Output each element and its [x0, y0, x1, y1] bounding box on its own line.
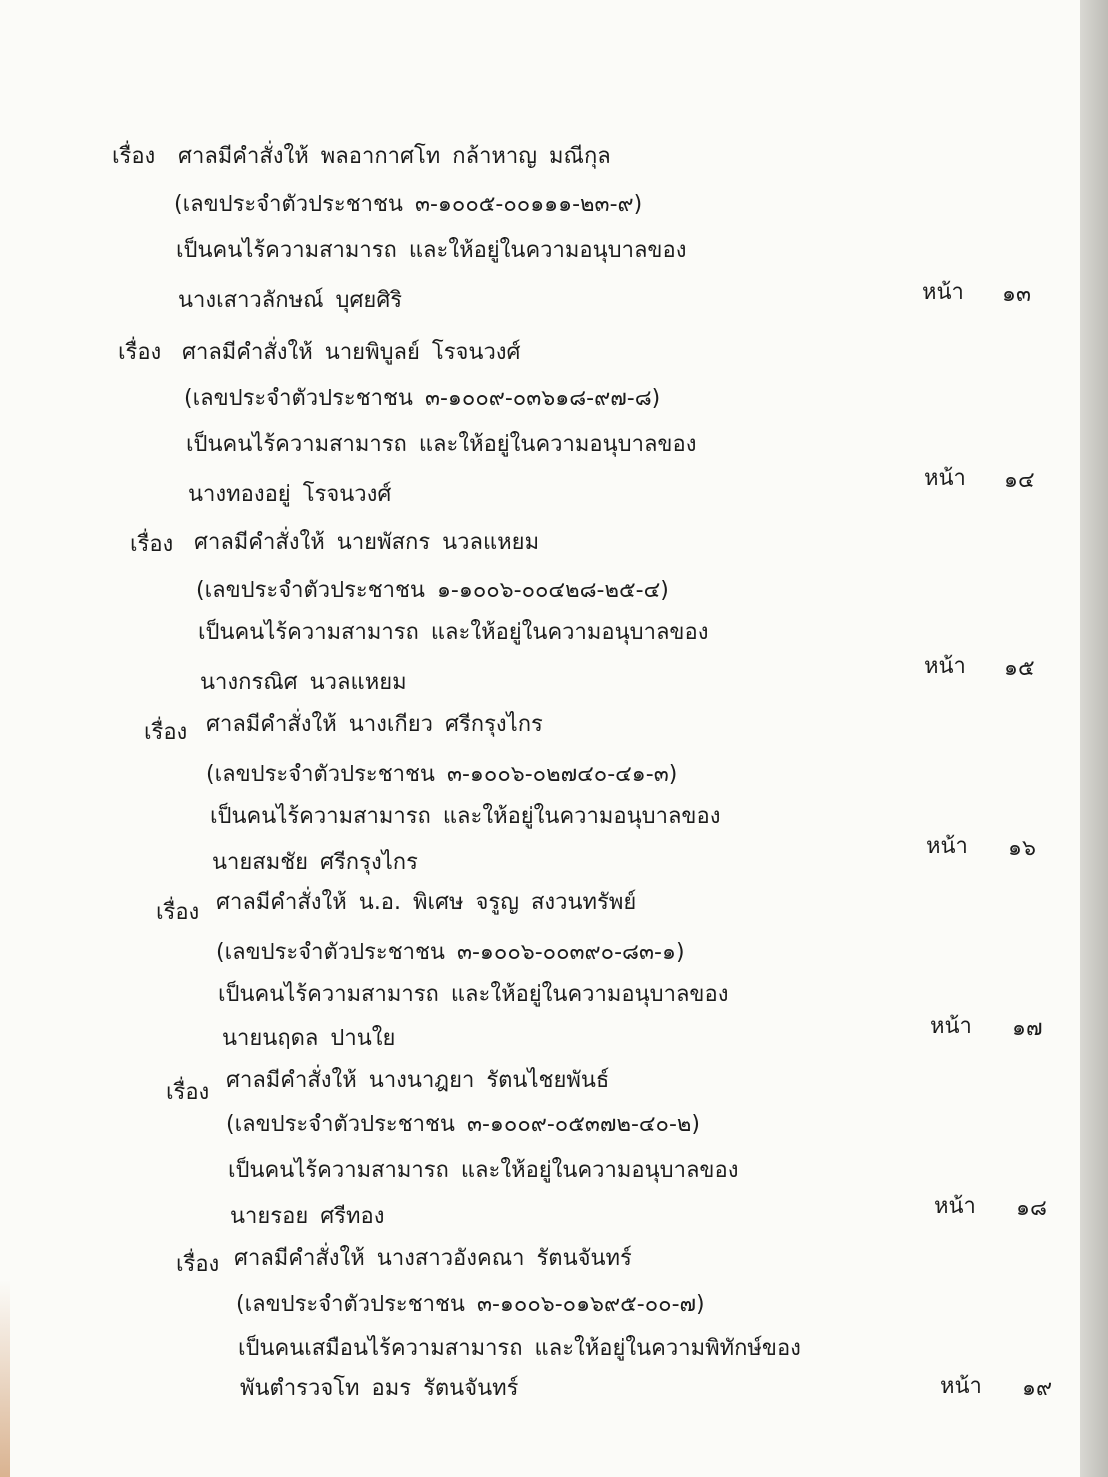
- page-word: หน้า: [940, 1374, 982, 1399]
- entry-id-line: (เลขประจำตัวประชาชน ๓-๑๐๐๕-๐๐๑๑๑-๒๓-๙): [174, 192, 643, 217]
- entry-title: ศาลมีคำสั่งให้ นางสาวอังคณา รัตนจันทร์: [234, 1246, 632, 1271]
- page-number: ๑๘: [1016, 1196, 1047, 1221]
- entry-status: เป็นคนไร้ความสามารถ และให้อยู่ในความอนุบาลของ: [218, 982, 729, 1007]
- entry-label: เรื่อง: [156, 900, 200, 925]
- entry: [0, 336, 1060, 516]
- entry-title: ศาลมีคำสั่งให้ นางนาฎยา รัตนไชยพันธ์: [226, 1068, 610, 1093]
- entry-id-line: (เลขประจำตัวประชาชน ๓-๑๐๐๙-๐๓๖๑๘-๙๗-๘): [184, 386, 661, 411]
- entry-label: เรื่อง: [130, 532, 174, 557]
- page-word: หน้า: [922, 280, 964, 305]
- entry: [0, 884, 1060, 1064]
- entry-guardian: พันตำรวจโท อมร รัตนจันทร์: [240, 1376, 519, 1401]
- entry-id-line: (เลขประจำตัวประชาชน ๓-๑๐๐๙-๐๕๓๗๒-๔๐-๒): [226, 1112, 701, 1137]
- page-edge-shadow: [1080, 0, 1108, 1477]
- page-number: ๑๕: [1004, 656, 1035, 681]
- entry-status: เป็นคนไร้ความสามารถ และให้อยู่ในความอนุบาลของ: [176, 238, 687, 263]
- entry-title: ศาลมีคำสั่งให้ นายพิบูลย์ โรจนวงศ์: [182, 340, 521, 365]
- entry: [0, 140, 1060, 320]
- entry-status: เป็นคนไร้ความสามารถ และให้อยู่ในความอนุบาลของ: [210, 804, 721, 829]
- entry: [0, 708, 1060, 888]
- page-number: ๑๖: [1008, 836, 1036, 861]
- entry-guardian: นางเสาวลักษณ์ บุศยศิริ: [178, 288, 403, 313]
- entry-label: เรื่อง: [166, 1080, 210, 1105]
- entry-title: ศาลมีคำสั่งให้ น.อ. พิเศษ จรูญ สงวนทรัพย์: [216, 890, 637, 915]
- entry-label: เรื่อง: [176, 1252, 220, 1277]
- page-word: หน้า: [934, 1194, 976, 1219]
- page-number: ๑๙: [1022, 1376, 1053, 1401]
- entry-label: เรื่อง: [144, 720, 188, 745]
- entry: [0, 1244, 1060, 1424]
- entry-label: เรื่อง: [112, 144, 156, 169]
- page-number: ๑๓: [1002, 282, 1032, 307]
- page-word: หน้า: [930, 1014, 972, 1039]
- entry-title: ศาลมีคำสั่งให้ นายพัสกร นวลแหยม: [194, 530, 540, 555]
- page-word: หน้า: [924, 466, 966, 491]
- entry-guardian: นายสมชัย ศรีกรุงไกร: [212, 850, 418, 875]
- page-number: ๑๔: [1004, 468, 1035, 493]
- entry-title: ศาลมีคำสั่งให้ พลอากาศโท กล้าหาญ มณีกุล: [178, 144, 611, 169]
- entry: [0, 1064, 1060, 1244]
- page-word: หน้า: [926, 834, 968, 859]
- entry-status: เป็นคนไร้ความสามารถ และให้อยู่ในความอนุบาลของ: [186, 432, 697, 457]
- page-word: หน้า: [924, 654, 966, 679]
- entry-status: เป็นคนไร้ความสามารถ และให้อยู่ในความอนุบาลของ: [198, 620, 709, 645]
- entry-status: เป็นคนเสมือนไร้ความสามารถ และให้อยู่ในความพิทักษ์ของ: [238, 1336, 801, 1361]
- entry-id-line: (เลขประจำตัวประชาชน ๑-๑๐๐๖-๐๐๔๒๘-๒๕-๔): [196, 578, 669, 603]
- entry-id-line: (เลขประจำตัวประชาชน ๓-๑๐๐๖-๐๐๓๙๐-๘๓-๑): [216, 940, 685, 965]
- entry-id-line: (เลขประจำตัวประชาชน ๓-๑๐๐๖-๐๒๗๔๐-๔๑-๓): [206, 762, 678, 787]
- entry-guardian: นางกรณิศ นวลแหยม: [200, 670, 407, 695]
- entry-guardian: นายนฤดล ปานใย: [222, 1026, 396, 1051]
- entry-label: เรื่อง: [118, 340, 162, 365]
- entry-title: ศาลมีคำสั่งให้ นางเกียว ศรีกรุงไกร: [206, 712, 543, 737]
- entry-status: เป็นคนไร้ความสามารถ และให้อยู่ในความอนุบาลของ: [228, 1158, 739, 1183]
- entry-guardian: นางทองอยู่ โรจนวงศ์: [188, 482, 392, 507]
- page-number: ๑๗: [1012, 1016, 1043, 1041]
- entry: [0, 526, 1060, 706]
- entry-guardian: นายรอย ศรีทอง: [230, 1204, 385, 1229]
- entry-id-line: (เลขประจำตัวประชาชน ๓-๑๐๐๖-๐๑๖๙๕-๐๐-๗): [236, 1292, 705, 1317]
